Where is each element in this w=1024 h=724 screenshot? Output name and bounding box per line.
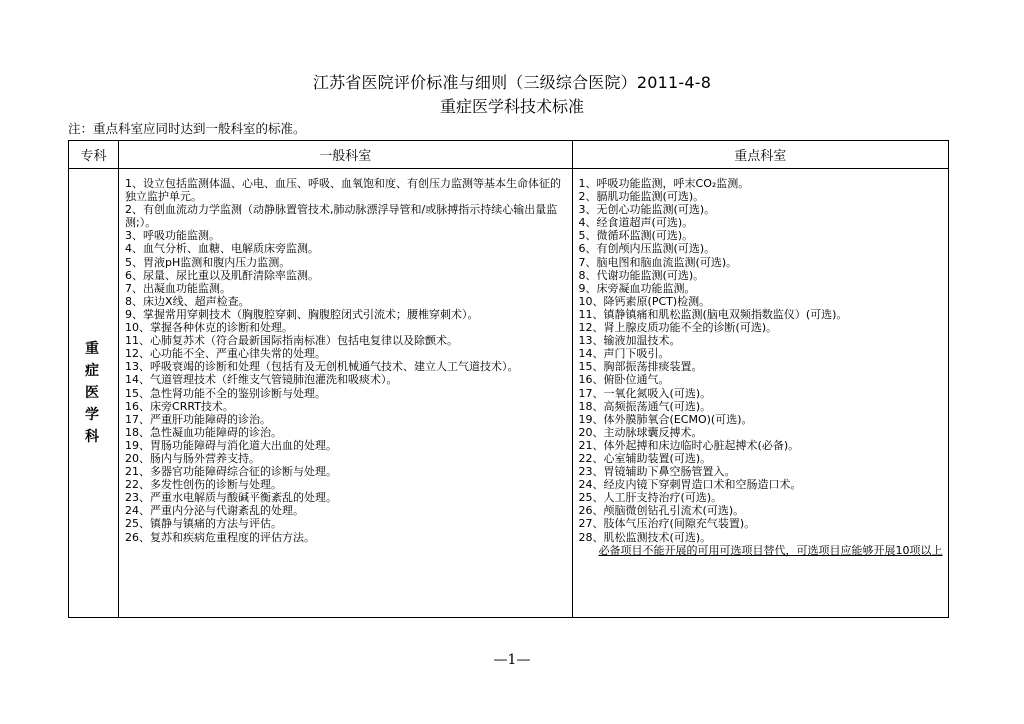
- key-item: 17、一氧化氮吸入(可选)。: [578, 386, 712, 400]
- table-header-row: [69, 141, 949, 169]
- key-item: 1、呼吸功能监测，呼末CO₂监测。: [578, 177, 750, 190]
- key-list: [573, 169, 948, 544]
- key-item: 18、高频振荡通气(可选)。: [578, 399, 712, 413]
- major-label: 重症医学科: [85, 341, 103, 445]
- key-item: 27、肢体气压治疗(间隙充气装置)。: [578, 517, 756, 531]
- key-item: 25、人工肝支持治疗(可选)。: [578, 491, 723, 505]
- general-item: 3、呼吸功能监测。: [125, 229, 221, 243]
- general-item: 26、复苏和疾病危重程度的评估方法。: [125, 530, 316, 544]
- document-note: 注：重点科室应同时达到一般科室的标准。: [68, 121, 306, 136]
- general-item: 17、严重肝功能障碍的诊治。: [125, 412, 272, 426]
- key-note-text: 必备项目不能开展的可用可选项目替代，可选项目应能够开展10项以上: [598, 543, 943, 557]
- general-item: 19、胃肠功能障碍与消化道大出血的处理。: [125, 438, 338, 452]
- document-title: 江苏省医院评价标准与细则（三级综合医院）2011-4-8: [312, 73, 712, 92]
- key-item: 2、膈肌功能监测(可选)。: [578, 190, 705, 204]
- key-item: 10、降钙素原(PCT)检测。: [578, 294, 711, 308]
- general-item: 20、肠内与肠外营养支持。: [125, 451, 261, 465]
- key-item: 9、床旁凝血功能监测。: [578, 281, 696, 295]
- general-item: 12、心功能不全、严重心律失常的处理。: [125, 347, 327, 361]
- general-item: 16、床旁CRRT技术。: [125, 399, 234, 413]
- general-item: 11、心肺复苏术（符合最新国际指南标准）包括电复律以及除颤术。: [125, 334, 459, 348]
- general-item: 10、掌握各种休克的诊断和处理。: [125, 321, 294, 335]
- general-cell: [119, 169, 573, 618]
- key-item: 16、俯卧位通气。: [578, 373, 670, 387]
- general-item: 1、设立包括监测体温、心电、血压、呼吸、血氧饱和度、有创压力监测等基本生命体征的独立监护单元。: [125, 177, 562, 204]
- key-cell: [572, 169, 948, 618]
- general-item: 24、严重内分泌与代谢紊乱的处理。: [125, 504, 305, 518]
- key-item: 19、体外膜肺氧合(ECMO)(可选)。: [578, 412, 753, 426]
- key-item: 20、主动脉球囊反搏术。: [578, 425, 703, 439]
- header-key: 重点科室: [572, 141, 948, 169]
- document-subtitle: 重症医学科技术标准: [439, 97, 584, 116]
- general-item: 5、胃液pH监测和腹内压力监测。: [125, 255, 291, 269]
- key-item: 22、心室辅助装置(可选)。: [578, 451, 712, 465]
- general-item: 21、多器官功能障碍综合征的诊断与处理。: [125, 465, 338, 479]
- key-item: 26、颅脑微创钻孔引流术(可选)。: [578, 504, 745, 518]
- general-item: 4、血气分析、血糖、电解质床旁监测。: [125, 242, 320, 256]
- key-item: 21、体外起搏和床边临时心脏起搏术(必备)。: [578, 438, 800, 452]
- general-item: 6、尿量、尿比重以及肌酐清除率监测。: [125, 268, 320, 282]
- header-specialty: 专科: [69, 141, 119, 169]
- header-general: 一般科室: [119, 141, 573, 169]
- key-note: [573, 544, 948, 557]
- major-cell: [69, 169, 119, 618]
- general-item: 23、严重水电解质与酸碱平衡紊乱的处理。: [125, 491, 338, 505]
- key-item: 14、声门下吸引。: [578, 347, 670, 361]
- general-item: 14、气道管理技术（纤维支气管镜肺泡灌洗和吸痰术）。: [125, 373, 398, 387]
- key-item: 12、肾上腺皮质功能不全的诊断(可选)。: [578, 321, 778, 335]
- table-row: [69, 169, 949, 618]
- general-item: 7、出凝血功能监测。: [125, 281, 232, 295]
- general-item: 2、有创血流动力学监测（动静脉置管技术,肺动脉漂浮导管和/或脉搏指示持续心输出量监测;）。: [125, 203, 558, 230]
- general-item: 18、急性凝血功能障碍的诊治。: [125, 425, 283, 439]
- key-item: 23、胃镜辅助下鼻空肠管置入。: [578, 465, 736, 479]
- standards-table: [68, 140, 949, 618]
- key-item: 4、经食道超声(可选)。: [578, 216, 694, 230]
- general-item: 13、呼吸衰竭的诊断和处理（包括有及无创机械通气技术、建立人工气道技术）。: [125, 360, 519, 374]
- key-item: 13、输液加温技术。: [578, 334, 681, 348]
- key-item: 5、微循环监测(可选)。: [578, 229, 694, 243]
- general-item: 15、急性肾功能不全的鉴别诊断与处理。: [125, 386, 327, 400]
- key-item: 28、肌松监测技术(可选)。: [578, 530, 712, 544]
- general-item: 8、床边X线、超声检查。: [125, 294, 250, 308]
- key-item: 15、胸部振荡排痰装置。: [578, 360, 703, 374]
- key-item: 3、无创心功能监测(可选)。: [578, 203, 716, 217]
- key-item: 6、有创颅内压监测(可选)。: [578, 242, 716, 256]
- key-item: 8、代谢功能监测(可选)。: [578, 268, 705, 282]
- general-item: 25、镇静与镇痛的方法与评估。: [125, 517, 283, 531]
- key-item: 11、镇静镇痛和肌松监测(脑电双频指数监仪）(可选)。: [578, 307, 848, 321]
- page-number: —1—: [493, 652, 531, 668]
- general-item: 9、掌握常用穿刺技术（胸腹腔穿刺、胸腹腔闭式引流术；腰椎穿刺术）。: [125, 307, 479, 321]
- key-item: 24、经皮内镜下穿刺胃造口术和空肠造口术。: [578, 478, 802, 492]
- general-list: [119, 169, 572, 544]
- key-item: 7、脑电图和脑血流监测(可选)。: [578, 255, 738, 269]
- general-item: 22、多发性创伤的诊断与处理。: [125, 478, 283, 492]
